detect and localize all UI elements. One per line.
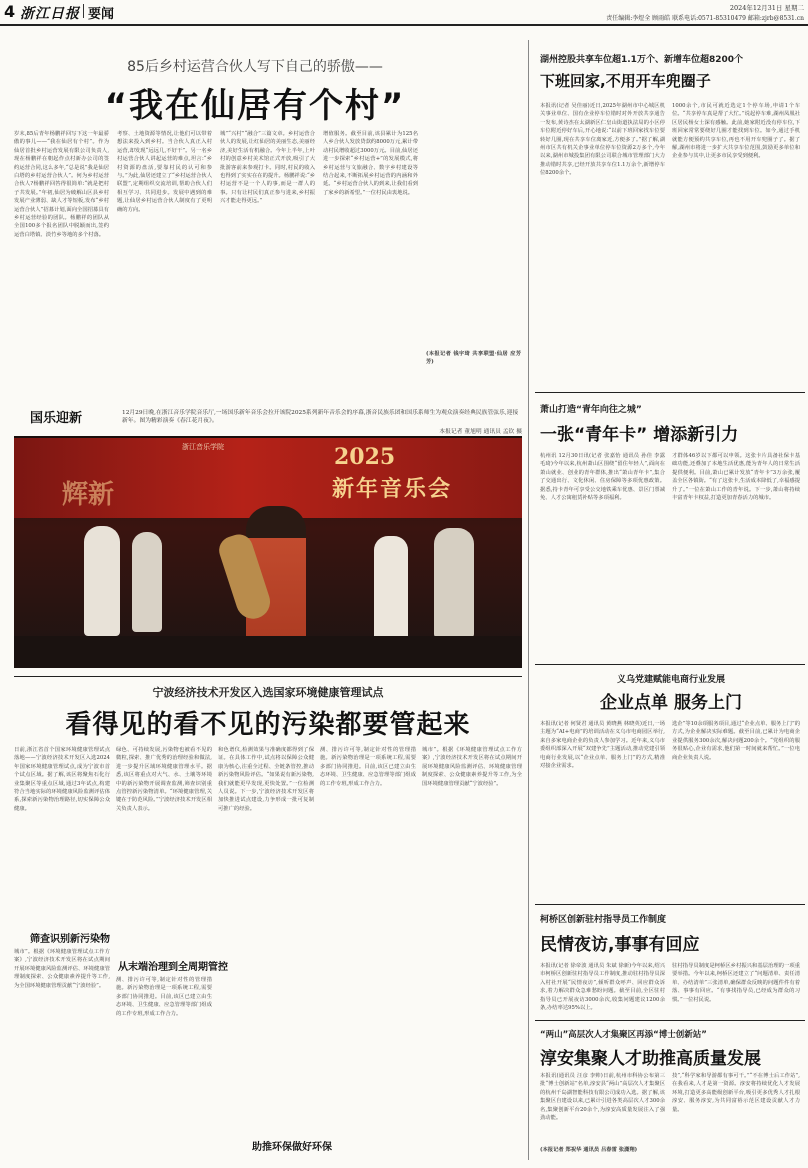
xiaoshan-col-2: 才群体46岁以下都可以申领。这张卡片具备社保卡基础功能,还叠加了本地生活优惠,能为青年人的日常生活提供便利。目前,萧山已累计发放“青年卡”3万余张,覆盖全区各镇街。“有了这张卡,生活成本降低了,幸福感提升了。”一位在萧山工作的青年说。下一步,萧山将持续丰富青年卡权益,打造更加青春活力的城市。 xyxy=(672,453,800,502)
chunan-credit: (本报记者 郑祝华 通讯员 吕春雷 张潇翔) xyxy=(540,1147,638,1153)
lead-credit: (本报记者 钱宇琦 共享联盟·仙居 应芳芳) xyxy=(426,351,521,366)
lead-col-2: 考察、土地资源等情况,让他们可以带着想法来投入到乡村。当合伙人真正入村运营,却发现“远远几,不好干”。另一名乡村运营合伙人讲起运营的难点,坦言:“乡村资源的盘活,要靠村民的认可和参与。”为此,仙居还建立了“乡村运营合伙人联盟”,定期组织交流培训,帮助合伙人们相互学习、共同进步。发展中遇到的难题,让仙居乡村运营合伙人制度有了更明确的方向。 xyxy=(117,131,212,213)
column-divider xyxy=(528,40,529,1160)
keqiao-headline: 民情夜访,事事有回应 xyxy=(540,935,700,955)
main-col-3: 和色谱仪,检测效果与准确度都得到了保证。在具体工作中,试点将以保障公众健康为核心,注重全过程、全链条管控,推动新污染物风险评估。“如果说有新污染物,我们就能更早发现,更快处置。”一位检测人员说。下一步,宁波经济技术开发区将加快推进试点建设,力争形成一批可复制可推广的经验。 xyxy=(218,747,314,812)
masthead xyxy=(0,0,808,26)
yiwu-headline: 企业点单 服务上门 xyxy=(600,693,742,713)
main-col-1: 日前,浙江省首个国家环境健康管理试点落地——宁波经济技术开发区入选2024年国家环境健康管理试点,成为宁波市首个试点区域。据了解,该区将聚焦石化行业集聚区等重点区域,通过3年试点,构建符合当地实际的环境健康风险监测评估体系,探索新污染物治理路径,切实保障公众健康。 xyxy=(14,747,110,812)
section-name: 要闻 xyxy=(88,7,115,22)
keqiao-kicker: 柯桥区创新驻村指导员工作制度 xyxy=(540,915,667,925)
chunan-headline: 淳安集聚人才助推高质量发展 xyxy=(540,1049,761,1069)
performer-left-2 xyxy=(132,532,162,632)
editor-info: 责任编辑:李煜全 顾雨皓 联系电话:0571-85310479 邮箱:zjrb@8531.cn xyxy=(606,15,804,22)
yiwu-kicker: 义乌党建赋能电商行业发展 xyxy=(616,675,725,685)
xiaoshan-bottom-rule xyxy=(535,664,805,665)
stage-floor xyxy=(14,636,522,668)
main-col-5: 城市”。根据《环境健康管理试点工作方案》,宁波经济技术开发区将在试点期间开展环境健康风险监测评估、环境健康管理制度探索、公众健康素养提升等工作,为全国环境健康管理贡献“宁波经验”。 xyxy=(422,747,522,787)
photo-caption: 12月29日晚,在浙江音乐学院音乐厅,一场国乐新年音乐会拉开该院2025系列新年音乐会的序幕,浙音民族乐团和国乐系师生为观众演奏经典民族管弦乐,迎接新年。图为精彩演奏《春江花月夜》。 xyxy=(122,410,519,424)
chunan-top-rule xyxy=(535,1020,805,1021)
performer-left xyxy=(84,526,120,636)
paper-name: 浙江日报 xyxy=(20,6,80,22)
lead-kicker: 85后乡村运营合伙人写下自己的骄傲—— xyxy=(127,59,383,75)
chunan-kicker: “两山”高层次人才集聚区再添“博士创新站” xyxy=(540,1030,707,1040)
page-number: 4 xyxy=(4,2,16,21)
main-col-1b: 城市”。根据《环境健康管理试点工作方案》,宁波经济技术开发区将在试点期间开展环境健康风险监测评估、环境健康管理制度探索、公众健康素养提升等工作,为全国环境健康管理贡献“宁波经验”。 xyxy=(14,949,110,989)
huzhou-bottom-rule xyxy=(535,392,805,393)
keqiao-col-2: 驻村指导员制度是柯桥区乡村振兴和基层治理的一项重要举措。今年以来,柯桥区还建立了“问题清单、责任清单、办结清单”三张清单,确保群众反映的问题件件有着落、事事有回应。“有事找指导员,已经成为群众的习惯。”一位村民说。 xyxy=(672,963,800,1003)
xiaoshan-headline: 一张“青年卡” 增添新引力 xyxy=(540,425,739,445)
huzhou-col-2: 1000余个,市民可就近选定1个停车场,申请1个车位。“共享停车真是帮了大忙。”说起停车难,湖州凤凰社区居民杨女士深有感触。此前,她家附近没有停车位,下班回家常常要绕好几圈才能找到车位。如今,通过手机就能方便预约共享车位,再也不用开车兜圈子了。据了解,湖州市将进一步扩大共享车位范围,鼓励更多单位和企业参与其中,让更多市民享受到便利。 xyxy=(672,103,800,160)
lead-col-4: 增值服务。截至目前,该县累计为125名人乡合伙人发放贷款约8000万元,累计带动村民增收超过3000万元。目前,仙居还进一步探索“乡村运营+”的发展模式,将乡村运营与文旅融合、数字乡村建设等结合起来,不断拓展乡村运营的内涵和外延。“乡村运营合伙人的到来,让我们看到了家乡的新希望。”一位村民由衷地说。 xyxy=(323,131,418,196)
main-top-rule xyxy=(14,676,522,677)
masthead-rule xyxy=(0,24,808,26)
main-col-2b: 测、排污许可等,制定针对性的管理措施。新污染物治理是一项系统工程,需要多部门协同推进。目前,该区已建立由生态环境、卫生健康、应急管理等部门组成的工作专班,形成工作合力。 xyxy=(116,977,212,1017)
huzhou-col-1: 本报讯(记者 吴佳丽)近日,2025年湖州市中心城区机关事业单位、国有企业停车位错时对外开放共享通告一发布,黄诗杰在太湖新区仁皇山街道执法局的小区停车位附近停好车后,开心地说:“以前下班回家找车位要转好几圈,现在共享车位离家近,方便多了。”据了解,湖州市区共有机关企事业单位停车位资源2万多个,今年以来,湖州市城投集团有限公司联合城市管理部门大力推动错时共享,已经开放共享车位1.1万余个,新增停车位8200余个。 xyxy=(540,103,665,177)
concert-photo xyxy=(14,436,522,668)
main-sub-2: 从末端治理到全周期管控 xyxy=(118,962,228,973)
main-col-2: 绿色、可持续发展,污染物也被看不见的微粒,探索、推广优秀的治理经验和做法,进一步提升区域环境健康管理水平。据悉,该区将重点对大气、水、土壤等环境中的新污染物开展调查监测,筛查识别重点管控新污染物清单。“环境健康管理,关键在于防范风险。”宁波经济技术开发区相关负责人表示。 xyxy=(116,747,212,812)
yiwu-col-1: 本报讯(记者 何贤君 通讯员 黄晓燕 林晓英)近日,一场主题为“AI+电商”的培训活动在义乌市电商园区举行,来自多家电商企业的负责人参加学习。近年来,义乌市委组织部深入开展“双建争先”主题活动,推动党建引领电商行业发展,以“企业点单、服务上门”的方式,精准对接企业需求。 xyxy=(540,721,665,770)
performer-right xyxy=(374,536,408,640)
masthead-divider xyxy=(83,4,84,18)
lead-col-1: 岁末,85后青年杨鹏祥回写下这一年最骄傲的事儿——“我在仙居有个村”。作为仙居首批乡村运营发展有限公司负责人,现在杨鹏祥在朝起作点村新办公司的签约运营合同,这么多年,“总是说”我是仙居白塔的乡村运营合伙人”。何为乡村运营合伙人?杨鹏祥回答得很简单:“就是把村子共发展。”年初,仙居为破解山区县乡村发展产业薄弱、缺人才等短板,发布“乡村运营合伙人”招募计划,面向全国招募具有乡村运营经验的团队。杨鹏祥的团队从全国100多个报名团队中脱颖而出,签约运营白塔镇、淡竹乡等地的多个村落。 xyxy=(14,131,109,238)
yiwu-bottom-rule xyxy=(535,904,805,905)
main-sub-3: 助推环保做好环保 xyxy=(252,1142,332,1153)
banner-year: 2025 xyxy=(334,444,396,470)
conservatory-logo: 浙江音乐学院 xyxy=(182,443,224,451)
banner-left-text: 辉新 xyxy=(62,480,115,510)
main-kicker: 宁波经济技术开发区入选国家环境健康管理试点 xyxy=(152,686,384,699)
huzhou-headline: 下班回家,不用开车兜圈子 xyxy=(540,72,711,90)
photo-credit: 本报记者 董旭明 通讯员 孟钦 摄 xyxy=(439,429,522,435)
issue-date: 2024年12月31日 星期二 xyxy=(729,4,804,12)
chunan-col-1: 本报讯(通讯员 汪彦 李帅)日前,杭州市科协公布第三批“博士创新站”名单,淳安县“两山”高层次人才集聚区的杭州千岛湖智能科技有限公司成功入选。据了解,该集聚区自建设以来,已累计引进各类高层次人才300余名,集聚创新平台20余个,为淳安高质量发展注入了强劲动能。 xyxy=(540,1073,665,1122)
keqiao-col-1: 本报讯(记者 徐帝波 通讯员 朱斌 徐新)今年以来,绍兴市柯桥区创新驻村指导员工作制度,推动驻村指导员深入村社开展“民情夜访”,倾听群众呼声、回应群众诉求,着力解决群众急难愁盼问题。截至目前,全区驻村指导员已开展夜访3000余次,收集问题建议1200余条,办结率达95%以上。 xyxy=(540,963,665,1012)
main-sub-1: 筛查识别新污染物 xyxy=(30,934,110,945)
photo-section-label: 国乐迎新 xyxy=(30,411,83,426)
lead-headline: “我在仙居有个村” xyxy=(104,86,406,126)
chunan-col-2: 技”,“科学家和导游都有事可干。”“不在博士后工作站”,在我看来,人才是第一资源。淳安将持续优化人才发展环境,打造更多高能级创新平台,吸引更多优秀人才扎根淳安、服务淳安,为共同富裕示范区建设贡献人才力量。 xyxy=(672,1073,800,1113)
xiaoshan-col-1: 杭州讯 12月30日讯(记者 张嘉怡 通讯员 孙佳 李露 毛琦)今年以来,杭州萧山区围绕“留住年轻人”,面向在萧山就业、创业的青年群体,推出“萧山青年卡”,集合了交通出行、文化休闲、住房保障等多项优惠政策。据悉,持卡青年可享受公交地铁乘车优惠、景区门票减免、人才公寓租赁补贴等多项福利。 xyxy=(540,453,665,502)
yiwu-col-2: 选企”等10余项服务项目,通过“企业点单、服务上门”的方式,为企业解决实际难题。截至目前,已累计为电商企业提供服务300余次,解决问题200余个。“党组织的服务很贴心,企业有需求,他们第一时间就来帮忙。”一位电商企业负责人说。 xyxy=(672,721,800,761)
main-col-4: 测、排污许可等,制定针对性的管理措施。新污染物治理是一项系统工程,需要多部门协同推进。目前,该区已建立由生态环境、卫生健康、应急管理等部门组成的工作专班,形成工作合力。 xyxy=(320,747,416,787)
performer-right-2 xyxy=(434,528,474,638)
xiaoshan-kicker: 萧山打造“青年向往之城” xyxy=(540,405,642,415)
main-headline: 看得见的看不见的污染都要管起来 xyxy=(65,710,471,740)
lead-col-3: 城”“兴村”“融合”三篇文章。乡村运营合伙人的发展,让红仙居的美丽生态,美丽经济,美好生活有机融合。今年上半年,上叶村的创意乡村美术馆正式开放,吸引了大批游客前来参观打卡。同时,村民的收入也得到了实实在在的提升。杨鹏祥说:“乡村运营不是一个人的事,而是一群人的事。只有让村民们真正参与进来,乡村振兴才能走得更远。” xyxy=(220,131,315,205)
banner-title: 新年音乐会 xyxy=(332,476,453,502)
huzhou-kicker: 湖州控股共享车位超1.1万个、新增车位超8200个 xyxy=(540,55,743,65)
